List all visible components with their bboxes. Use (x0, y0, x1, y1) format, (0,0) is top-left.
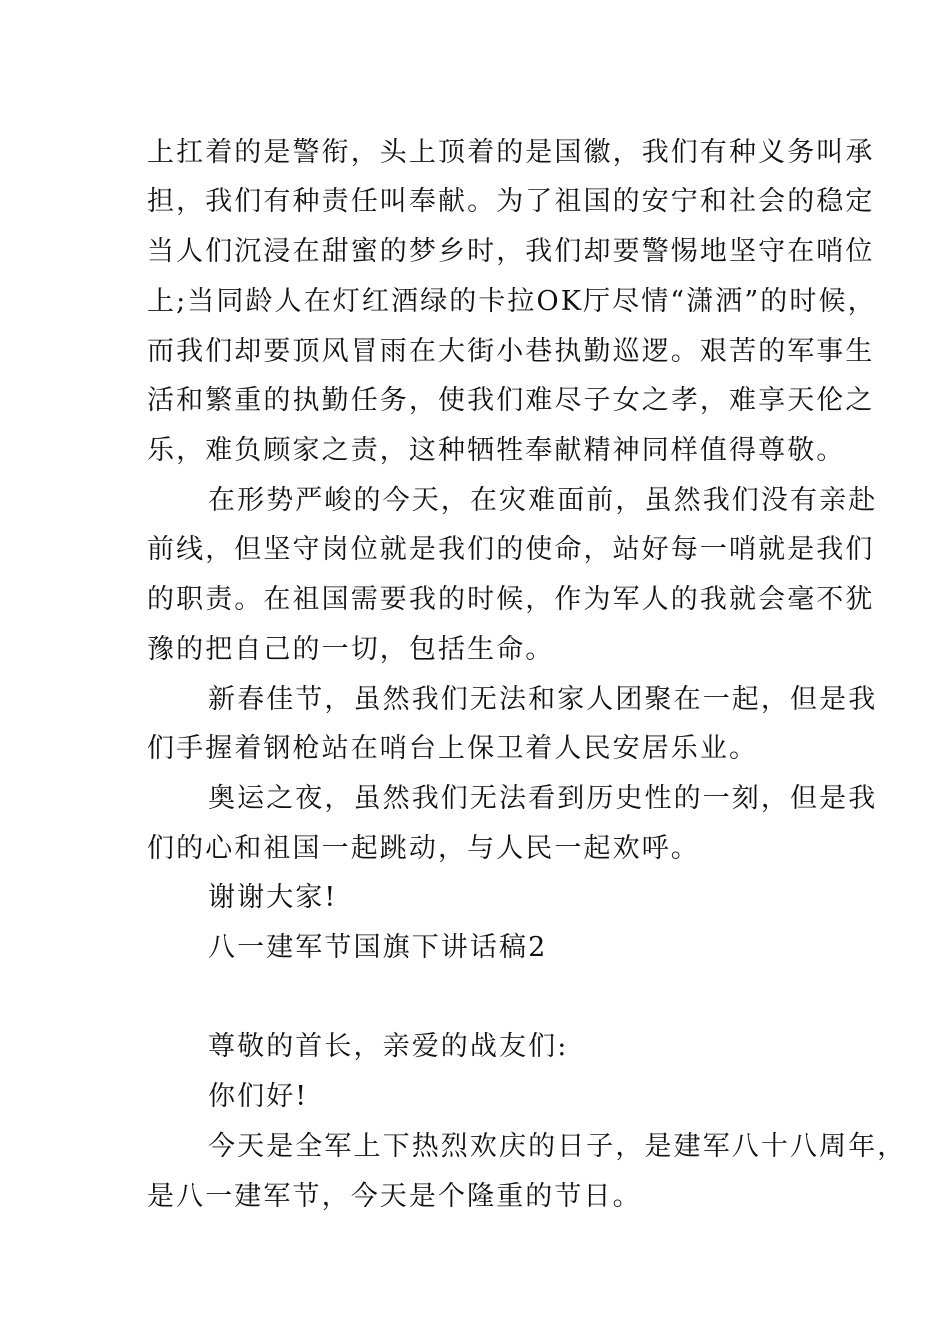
text-line: 前线，但坚守岗位就是我们的使命，站好每一哨就是我们 (147, 534, 875, 565)
text-line: 当人们沉浸在甜蜜的梦乡时，我们却要警惕地坚守在哨位 (147, 236, 875, 267)
paragraph-first-line: 在形势严峻的今天，在灾难面前，虽然我们没有亲赴 (208, 485, 878, 516)
salutation: 尊敬的首长，亲爱的战友们: (208, 1031, 569, 1062)
text-line: 豫的把自己的一切，包括生命。 (147, 634, 555, 665)
text-line: 活和繁重的执勤任务，使我们难尽子女之孝，难享天伦之 (147, 385, 875, 416)
paragraph-first-line: 奥运之夜，虽然我们无法看到历史性的一刻，但是我 (208, 783, 878, 814)
text-line: 们的心和祖国一起跳动，与人民一起欢呼。 (147, 833, 700, 864)
greeting: 你们好! (208, 1081, 309, 1112)
text-line: 上;当同龄人在灯红酒绿的卡拉OK厅尽情“潇洒”的时候， (147, 286, 877, 317)
text-line: 是八一建军节，今天是个隆重的节日。 (147, 1181, 642, 1212)
text-line: 的职责。在祖国需要我的时候，作为军人的我就会毫不犹 (147, 584, 875, 615)
paragraph-first-line: 新春佳节，虽然我们无法和家人团聚在一起，但是我 (208, 684, 878, 715)
paragraph-first-line: 今天是全军上下热烈欢庆的日子，是建军八十八周年， (208, 1131, 907, 1162)
text-line: 们手握着钢枪站在哨台上保卫着人民安居乐业。 (147, 733, 759, 764)
text-line: 担，我们有种责任叫奉献。为了祖国的安宁和社会的稳定 (147, 186, 875, 217)
closing-line: 谢谢大家! (208, 882, 338, 913)
text-line: 乐，难负顾家之责，这种牺牲奉献精神同样值得尊敬。 (147, 435, 846, 466)
text-line: 而我们却要顶风冒雨在大街小巷执勤巡逻。艰苦的军事生 (147, 336, 875, 367)
text-line: 上扛着的是警衔，头上顶着的是国徽，我们有种义务叫承 (147, 137, 875, 168)
section-title: 八一建军节国旗下讲话稿2 (208, 932, 548, 963)
